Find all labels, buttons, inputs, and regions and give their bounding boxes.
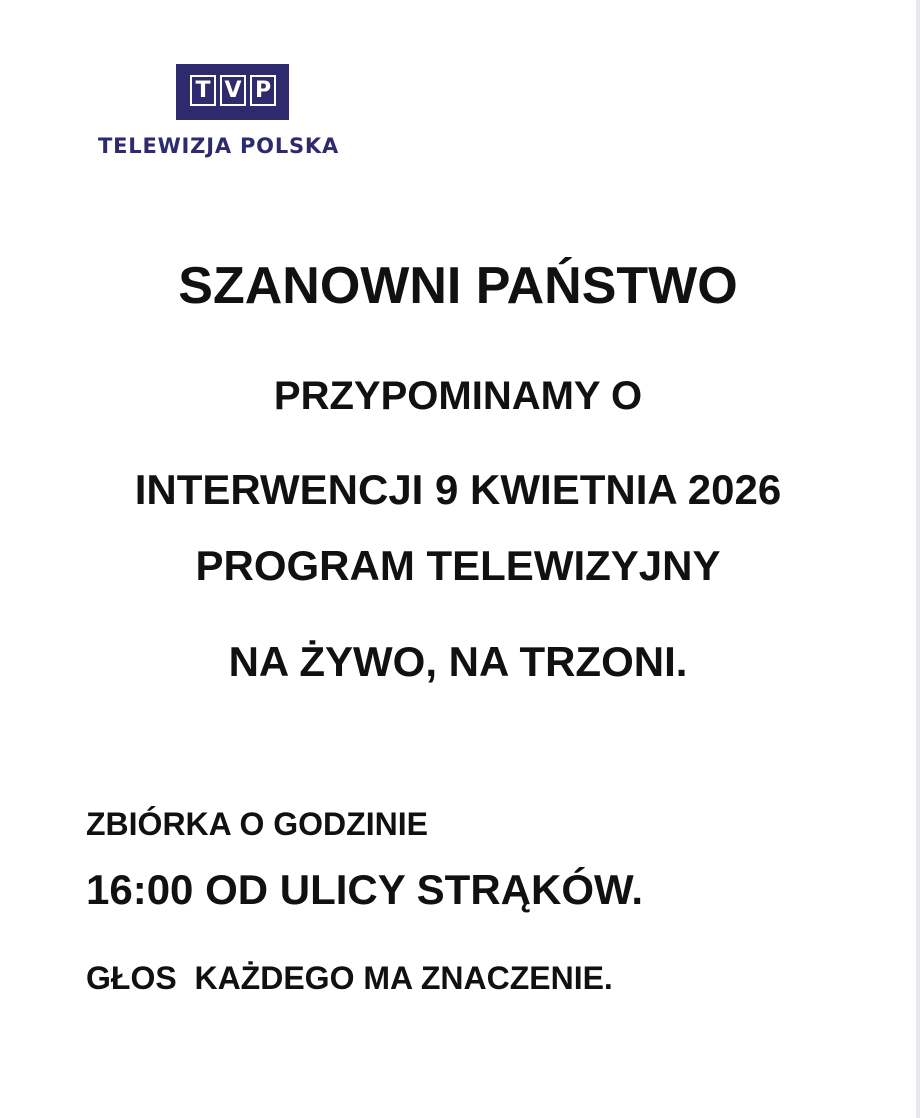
live-line: NA ŻYWO, NA TRZONI. xyxy=(228,638,688,685)
program-line: PROGRAM TELEWIZYJNY xyxy=(195,542,721,589)
slogan: GŁOS KAŻDEGO MA ZNACZENIE. xyxy=(86,960,613,996)
meeting-label: ZBIÓRKA O GODZINIE xyxy=(86,806,428,842)
tvp-logo xyxy=(176,64,289,120)
meeting-time: 16:00 OD ULICY STRĄKÓW. xyxy=(86,866,643,913)
logo-letter-p: P xyxy=(250,75,276,106)
page-edge xyxy=(916,0,920,1118)
logo-letter-t: T xyxy=(190,75,216,106)
event-line: INTERWENCJI 9 KWIETNIA 2026 xyxy=(134,466,782,513)
salutation-heading: SZANOWNI PAŃSTWO xyxy=(178,257,738,315)
logo-letter-v: V xyxy=(220,75,246,106)
logo-wordmark: TELEWIZJA POLSKA xyxy=(98,134,340,158)
tvp-logo-letters xyxy=(190,75,276,106)
reminder-line: PRZYPOMINAMY O xyxy=(273,374,643,418)
